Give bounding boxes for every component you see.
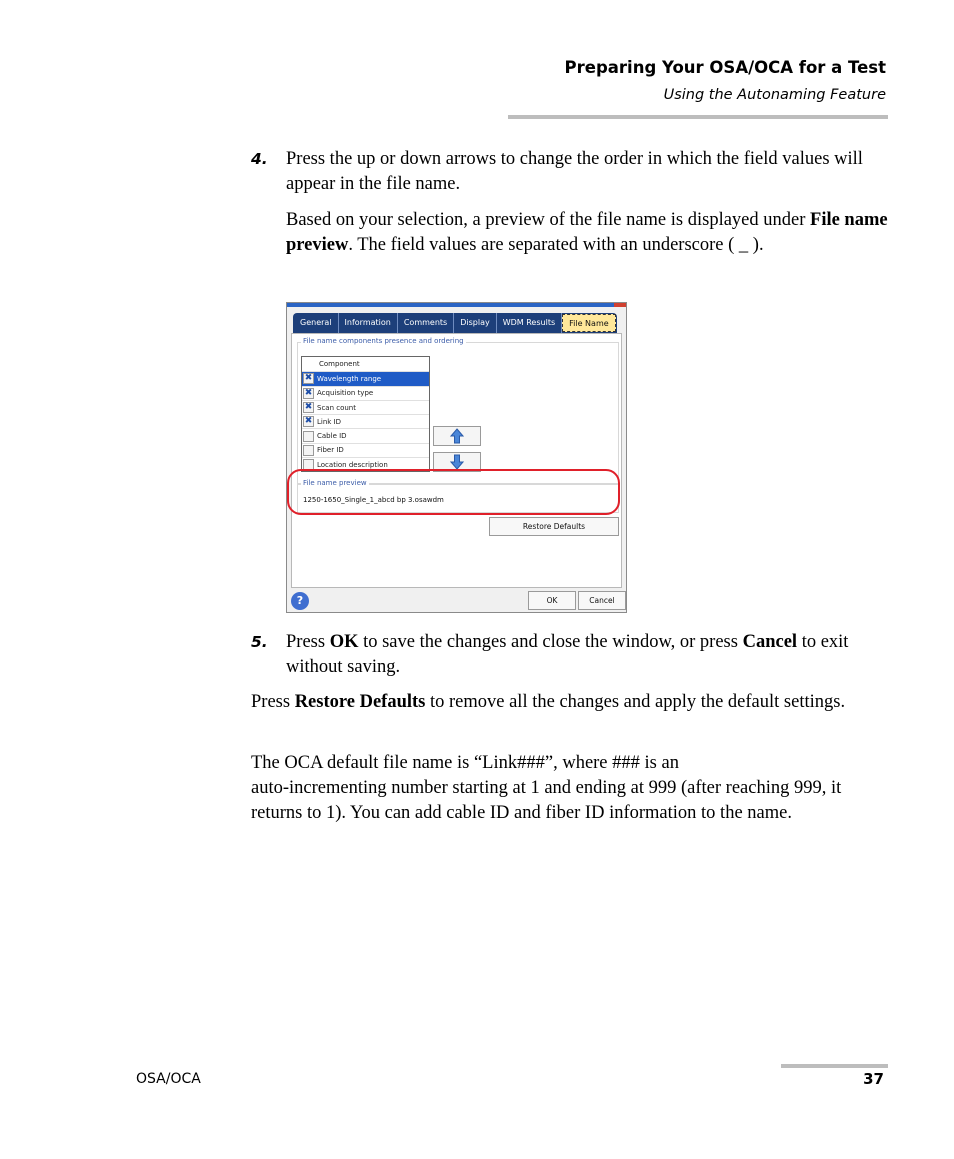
check-x-icon[interactable]: ✖ — [304, 373, 313, 384]
bold-term: Restore Defaults — [294, 692, 426, 712]
tab-wdm-results[interactable]: WDM Results — [497, 313, 562, 333]
file-name-preview-value: 1250-1650_Single_1_abcd bp 3.osawdm — [303, 496, 444, 504]
tab-comments[interactable]: Comments — [398, 313, 454, 333]
step-4-text: Press the up or down arrows to change the order in which the field values will appear in the file name. — [286, 149, 863, 194]
checkbox[interactable] — [303, 445, 314, 456]
file-name-preview-label: File name preview — [303, 479, 367, 487]
table-row[interactable] — [302, 386, 429, 400]
header-title: Preparing Your OSA/OCA for a Test — [564, 58, 886, 77]
header-subtitle: Using the Autonaming Feature — [663, 87, 886, 103]
components-group — [297, 337, 619, 484]
component-label: Scan count — [317, 403, 356, 412]
file-name-settings-screenshot — [286, 302, 627, 613]
text-span: auto-incrementing number starting at 1 and ending at 999 (after reaching 999, it returns to 1). You can add cable ID and fiber ID information to the name. — [251, 778, 842, 823]
help-icon[interactable]: ? — [291, 592, 309, 610]
table-row[interactable] — [302, 414, 429, 428]
table-row[interactable] — [302, 443, 429, 457]
text-span: Press — [251, 692, 295, 712]
component-label: Cable ID — [317, 432, 347, 441]
components-table — [301, 356, 430, 472]
restore-defaults-paragraph — [251, 690, 871, 715]
component-label: Acquisition type — [317, 389, 374, 398]
text-span: to remove all the changes and apply the default settings. — [425, 692, 846, 712]
tab-bar — [293, 313, 617, 333]
tab-display[interactable]: Display — [454, 313, 497, 333]
tab-file-name[interactable]: File Name — [562, 314, 616, 332]
bold-term: OK — [329, 632, 359, 652]
move-up-button[interactable] — [433, 426, 481, 446]
arrow-down-icon — [450, 454, 464, 470]
table-header: Component — [319, 360, 360, 369]
step-5-text — [286, 630, 888, 680]
text-span: Based on your selection, a preview of the file name is displayed under — [286, 210, 811, 230]
close-icon[interactable] — [614, 303, 626, 307]
tab-information[interactable]: Information — [339, 313, 398, 333]
text-span: to exit without saving. — [286, 632, 849, 677]
table-row[interactable] — [302, 371, 429, 385]
tab-general[interactable]: General — [294, 313, 339, 333]
table-row[interactable] — [302, 428, 429, 442]
footer-rule — [781, 1064, 888, 1068]
check-x-icon[interactable]: ✖ — [304, 387, 313, 398]
page-number: 37 — [863, 1070, 884, 1088]
bold-term: File name preview — [286, 210, 888, 255]
text-span: Press — [286, 632, 330, 652]
window-titlebar — [287, 303, 626, 307]
component-label: Location description — [317, 460, 388, 469]
components-group-label: File name components presence and ordering — [303, 337, 464, 345]
text-line: The OCA default file name is “Link###”, where ### is an — [251, 753, 679, 773]
tab-panel — [291, 333, 622, 588]
check-x-icon[interactable]: ✖ — [304, 416, 313, 427]
step-4-preview-paragraph — [286, 208, 888, 258]
component-label: Link ID — [317, 417, 342, 426]
cancel-button[interactable]: Cancel — [578, 591, 626, 610]
bold-term: Cancel — [742, 632, 798, 652]
oca-default-paragraph — [251, 751, 881, 826]
component-label: Fiber ID — [317, 446, 344, 455]
ok-button[interactable]: OK — [528, 591, 576, 610]
step-4-number: 4. — [251, 150, 268, 168]
highlight-ring — [287, 469, 620, 515]
step-5-number: 5. — [251, 633, 268, 651]
footer-product-name: OSA/OCA — [136, 1071, 201, 1087]
table-row[interactable] — [302, 400, 429, 414]
text-span: to save the changes and close the window, or press — [358, 632, 743, 652]
header-rule — [508, 115, 888, 119]
component-label: Wavelength range — [317, 374, 382, 383]
arrow-up-icon — [450, 428, 464, 444]
check-x-icon[interactable]: ✖ — [304, 402, 313, 413]
restore-defaults-button[interactable]: Restore Defaults — [489, 517, 619, 536]
checkbox[interactable] — [303, 431, 314, 442]
text-span: . The field values are separated with an underscore ( _ ). — [348, 235, 764, 255]
